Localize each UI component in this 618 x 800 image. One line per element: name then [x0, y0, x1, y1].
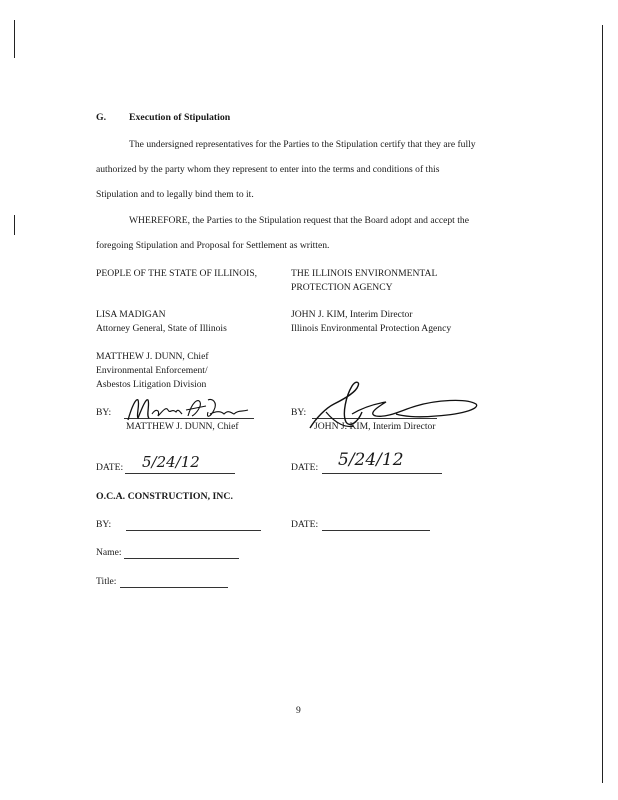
- left-party-heading: PEOPLE OF THE STATE OF ILLINOIS,: [96, 268, 258, 279]
- third-party-heading: O.C.A. CONSTRUCTION, INC.: [96, 491, 233, 502]
- third-by-label: BY:: [96, 519, 112, 530]
- left-signer-division: Asbestos Litigation Division: [96, 379, 207, 390]
- paragraph-line: WHEREFORE, the Parties to the Stipulation request that the Board adopt and accept the: [129, 215, 469, 226]
- third-title-label: Title:: [96, 576, 117, 587]
- left-date-label: DATE:: [96, 462, 124, 473]
- left-signer-name: MATTHEW J. DUNN, Chief: [96, 351, 209, 362]
- left-by-label: BY:: [96, 407, 112, 418]
- right-signature-caption: JOHN J. KIM, Interim Director: [314, 421, 436, 432]
- left-party-name: LISA MADIGAN: [96, 309, 166, 320]
- third-name-line: [124, 558, 239, 559]
- right-party-name: JOHN J. KIM, Interim Director: [291, 309, 413, 320]
- left-signature-caption: MATTHEW J. DUNN, Chief: [126, 421, 239, 432]
- right-by-label: BY:: [291, 407, 307, 418]
- paragraph-line: The undersigned representatives for the Parties to the Stipulation certify that they are fully: [129, 139, 476, 150]
- third-by-line: [126, 530, 261, 531]
- left-date-line: [125, 473, 235, 474]
- scan-edge-left: [14, 20, 15, 58]
- scan-edge-right: [602, 25, 603, 783]
- left-party-title: Attorney General, State of Illinois: [96, 323, 227, 334]
- third-name-label: Name:: [96, 547, 122, 558]
- page-number: 9: [296, 705, 301, 716]
- right-date-line: [322, 473, 442, 474]
- section-title: Execution of Stipulation: [129, 112, 231, 123]
- right-party-heading: THE ILLINOIS ENVIRONMENTAL: [291, 268, 438, 279]
- section-letter: G.: [96, 112, 107, 123]
- left-signer-division: Environmental Enforcement/: [96, 365, 208, 376]
- third-date-line: [322, 530, 430, 531]
- paragraph-line: Stipulation and to legally bind them to it.: [96, 189, 254, 200]
- right-date-value: 5/24/12: [338, 450, 404, 470]
- paragraph-line: authorized by the party whom they represent to enter into the terms and conditions of this: [96, 164, 440, 175]
- third-date-label: DATE:: [291, 519, 319, 530]
- right-party-title: Illinois Environmental Protection Agency: [291, 323, 452, 334]
- right-party-heading: PROTECTION AGENCY: [291, 282, 393, 293]
- scan-edge-left: [14, 215, 15, 235]
- paragraph-line: foregoing Stipulation and Proposal for Settlement as written.: [96, 240, 330, 251]
- right-date-label: DATE:: [291, 462, 319, 473]
- left-date-value: 5/24/12: [142, 453, 200, 471]
- third-title-line: [120, 587, 228, 588]
